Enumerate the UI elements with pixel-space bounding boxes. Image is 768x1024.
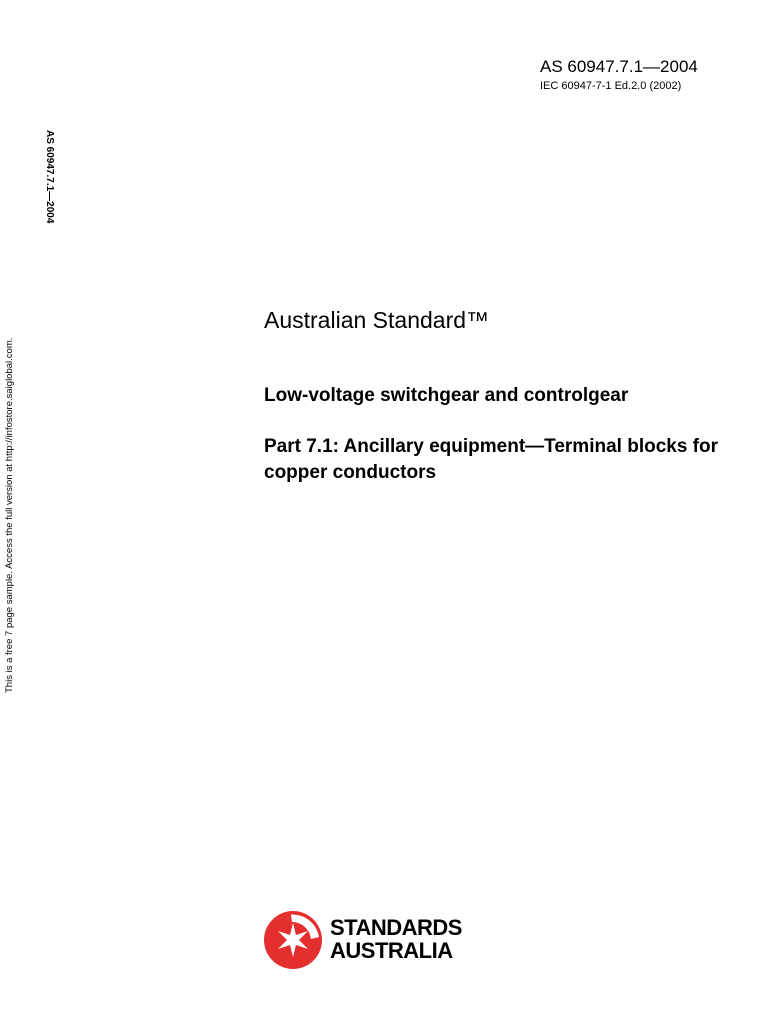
standards-australia-logo (264, 911, 474, 971)
standard-number: AS 60947.7.1—2004 (540, 57, 698, 76)
document-type-heading: Australian Standard™ (264, 307, 490, 333)
logo-line-2: AUSTRALIA (330, 938, 453, 963)
logo-line-1: STANDARDS (330, 915, 462, 940)
iec-reference: IEC 60947-7-1 Ed.2.0 (2002) (540, 80, 682, 92)
spine-standard-number: AS 60947.7.1—2004 (44, 130, 55, 224)
sample-notice: This is a free 7 page sample. Access the full version at http://infostore.saiglobal.com. (4, 337, 15, 693)
red-circle-star-icon (264, 911, 322, 969)
part-title: Part 7.1: Ancillary equipment—Terminal blocks for copper conductors (264, 436, 719, 483)
document-subject: Low-voltage switchgear and controlgear (264, 385, 629, 406)
